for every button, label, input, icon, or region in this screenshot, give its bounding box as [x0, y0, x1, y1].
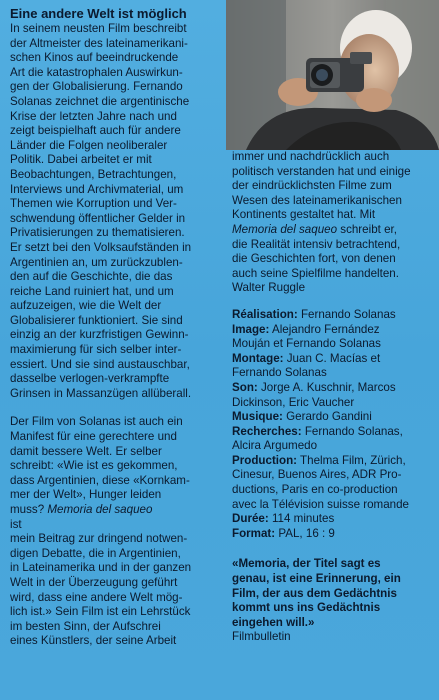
text-line: essiert. Und sie sind austauschbar, [10, 357, 190, 371]
text-line: Argentinien an, um zurückzublen- [10, 255, 183, 269]
film-title-italic: Memoria del saqueo [47, 503, 153, 516]
credit-value: ductions, Paris en co-production [232, 483, 398, 497]
credit-line [232, 498, 432, 513]
film-title-italic: Memoria del saqueo [232, 222, 338, 236]
credit-line [232, 323, 432, 338]
credit-label: Production: [232, 453, 298, 467]
article-paragraph-1 [10, 22, 218, 401]
quote-line: «Memoria, der Titel sagt es [232, 557, 381, 571]
text-line: im besten Sinn, der Aufschrei [10, 619, 161, 633]
credit-line [232, 439, 432, 454]
quote-line: Film, der aus dem Gedächtnis [232, 586, 397, 600]
credit-line [232, 483, 432, 498]
quote-line: kommt uns ins Gedächtnis [232, 601, 381, 615]
credit-value: 114 minutes [268, 512, 335, 526]
credit-label: Image: [232, 322, 270, 336]
film-credits [232, 308, 432, 542]
text-line: aufzuzeigen, wie die Welt der [10, 299, 162, 313]
credit-value: PAL, 16 : 9 [275, 526, 335, 540]
text-line: wird, dass eine andere Welt mög- [10, 590, 183, 604]
article-paragraph-3 [232, 150, 432, 296]
text-line: schreibt: «Wie ist es gekommen, [10, 459, 178, 473]
text-line: zeigt beispielhaft auch für andere [10, 124, 181, 138]
text-fragment: muss? [10, 503, 48, 516]
credit-line [232, 381, 432, 396]
quote-line: eingehen will.» [232, 615, 315, 629]
text-line: Globalisierer funktioniert. Sie sind [10, 313, 183, 327]
text-line: maximierung für sich selber inter- [10, 343, 182, 357]
article-author: Walter Ruggle [232, 281, 306, 295]
credit-line [232, 308, 432, 323]
text-line: Krise der letzten Jahre nach und [10, 109, 177, 123]
text-line: Welt in der Überzeugung geführt [10, 575, 178, 589]
text-line: In seinem neusten Film beschreibt [10, 22, 187, 35]
credit-value: Fernando Solanas [232, 366, 327, 380]
text-line: einzig an der kurzfristigen Gewinn- [10, 328, 189, 342]
filmmaker-photo-image [226, 0, 439, 150]
credit-value: Fernando Solanas, [301, 424, 403, 438]
text-line: Kontinents gestaltet hat. Mit [232, 208, 376, 222]
credit-line [232, 425, 432, 440]
credit-value: Fernando Solanas [297, 307, 396, 321]
credit-value: Thelma Film, Zürich, [297, 453, 406, 467]
credit-value: Cinesur, Buenos Aires, ADR Pro- [232, 468, 402, 482]
text-line: auch seine Spielfilme handelten. [232, 266, 399, 280]
text-line: Wesen des lateinamerikanischen [232, 193, 402, 207]
quote-source: Filmbulletin [232, 630, 291, 644]
text-line: ist [10, 517, 22, 531]
text-line: digen Debatte, die in Argentinien, [10, 546, 181, 560]
credit-line [232, 352, 432, 367]
text-line: mer der Welt», Hunger leiden [10, 488, 162, 502]
text-line [232, 223, 432, 238]
text-line: lich ist.» Sein Film ist ein Lehrstück [10, 605, 191, 619]
credit-value: Juan C. Macías et [283, 351, 381, 365]
credit-line [232, 468, 432, 483]
credit-line [232, 512, 432, 527]
credit-label: Musique: [232, 410, 283, 424]
article-title: Eine andere Welt ist möglich [10, 6, 187, 21]
text-line: Privatisierungen zu thematisieren. [10, 226, 185, 240]
quote-line: genau, ist eine Erinnerung, ein [232, 572, 401, 586]
credit-value: Mouján et Fernando Solanas [232, 337, 381, 351]
credit-line [232, 337, 432, 352]
text-line: schen Kinos auf beeindruckende [10, 51, 179, 65]
credit-value: Gerardo Gandini [282, 410, 372, 424]
credit-label: Format: [232, 526, 276, 540]
text-line: Art die katastrophalen Auswirkun- [10, 65, 183, 79]
text-line: Politik. Dabei arbeitet er mit [10, 153, 152, 167]
text-line: dass Argentinien, diese «Kornkam- [10, 473, 190, 487]
text-line: Beobachtungen, Betrachtungen, [10, 167, 177, 181]
credit-label: Réalisation: [232, 307, 298, 321]
text-line [10, 503, 218, 518]
credit-line [232, 366, 432, 381]
text-line: Solanas zeichnet die argentinische [10, 94, 190, 108]
text-line: dasselbe verlogen-verkrampfte [10, 372, 170, 386]
credit-line [232, 410, 432, 425]
text-line: den auf die Geschichte, die das [10, 270, 173, 284]
pull-quote [232, 557, 432, 630]
credit-value: Alejandro Fernández [269, 322, 380, 336]
text-line: Länder die Folgen neoliberaler [10, 138, 168, 152]
text-line: Themen wie Korruption und Ver- [10, 197, 177, 211]
article-paragraph-2 [10, 415, 218, 649]
credit-value: Jorge A. Kuschnir, Marcos [257, 380, 396, 394]
credit-label: Son: [232, 380, 258, 394]
text-line: eines Künstlers, der seine Arbeit [10, 634, 177, 648]
text-line: politisch verstanden hat und einige [232, 164, 411, 178]
text-line: Er setzt bei den Volksaufständen in [10, 240, 192, 254]
photo-filmmaker-with-camera [226, 0, 439, 150]
credit-value: Alcira Argumedo [232, 439, 318, 453]
left-column [10, 6, 218, 649]
text-fragment: schreibt er, [337, 222, 397, 236]
text-line: gen der Globalisierung. Fernando [10, 80, 183, 94]
text-line: damit bessere Welt. Er selber [10, 444, 162, 458]
text-line: die Realität intensiv betrachtend, [232, 237, 401, 251]
text-line: Grinsen in Massanzügen allüberall. [10, 386, 192, 400]
right-column [232, 150, 432, 645]
text-line: reiche Land ruiniert hat, und um [10, 284, 174, 298]
credit-value: Dickinson, Eric Vaucher [232, 395, 355, 409]
text-line: immer und nachdrücklich auch [232, 150, 390, 163]
credit-line [232, 396, 432, 411]
text-line: Interviews und Archivmaterial, um [10, 182, 184, 196]
credit-line [232, 454, 432, 469]
text-line: der eindrücklichsten Filme zum [232, 179, 392, 193]
credit-label: Montage: [232, 351, 284, 365]
credit-line [232, 527, 432, 542]
credit-label: Recherches: [232, 424, 302, 438]
text-line: der Altmeister des lateinamerikani- [10, 36, 188, 50]
text-line: mein Beitrag zur dringend notwen- [10, 532, 188, 546]
text-line: in Lateinamerika und in der ganzen [10, 561, 192, 575]
text-line: Manifest für eine gerechtere und [10, 430, 177, 444]
text-line: die Geschichten fort, von denen [232, 252, 396, 266]
text-line: Der Film von Solanas ist auch ein [10, 415, 183, 429]
credit-label: Durée: [232, 512, 269, 526]
credit-value: avec la Télévision suisse romande [232, 497, 410, 511]
text-line: schwendung öffentlicher Gelder in [10, 211, 186, 225]
